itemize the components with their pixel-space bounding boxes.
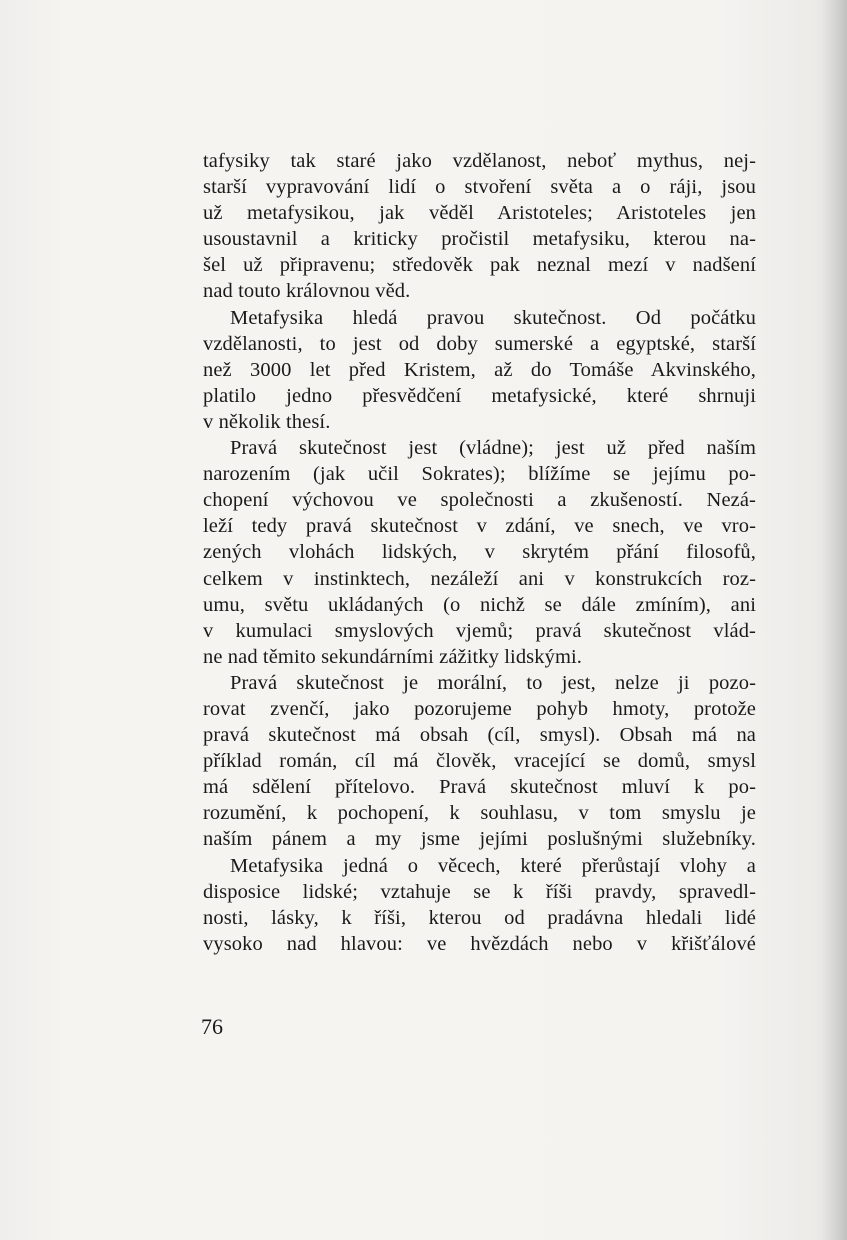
text-line: Pravá skutečnost je morální, to jest, nelze ji pozo-: [230, 671, 756, 694]
text-line: nosti, lásky, k říši, kterou od pradávna hledali lidé: [203, 906, 756, 929]
text-line: šel už připravenu; středověk pak neznal mezí v nadšení: [203, 254, 756, 277]
page-edge-shadow: [821, 0, 847, 1240]
text-line: Pravá skutečnost jest (vládne); jest už před naším: [230, 437, 756, 460]
text-line: v několik thesí.: [203, 410, 331, 433]
body-text: [203, 148, 756, 957]
text-line: usoustavnil a kriticky pročistil metafysiku, kterou na-: [203, 228, 756, 251]
text-line: v kumulaci smyslových vjemů; pravá skutečnost vlád-: [203, 619, 756, 642]
text-line: starší vypravování lidí o stvoření světa a o ráji, jsou: [203, 176, 756, 199]
text-line: chopení výchovou ve společnosti a zkušeností. Nezá-: [203, 489, 756, 512]
text-line: vzdělanosti, to jest od doby sumerské a egyptské, starší: [203, 332, 756, 355]
text-line: Metafysika jedná o věcech, které přerůstají vlohy a: [230, 854, 756, 877]
text-line: už metafysikou, jak věděl Aristoteles; Aristoteles jen: [203, 202, 756, 225]
text-line: celkem v instinktech, nezáleží ani v konstrukcích roz-: [203, 567, 756, 590]
text-line: Metafysika hledá pravou skutečnost. Od počátku: [230, 306, 756, 329]
text-line: ne nad těmito sekundárními zážitky lidskými.: [203, 645, 583, 668]
page-number: 76: [201, 1014, 223, 1039]
text-line: příklad román, cíl má člověk, vracející se domů, smysl: [203, 750, 756, 773]
text-line: umu, světu ukládaných (o nichž se dále zmíním), ani: [203, 593, 756, 616]
text-line: leží tedy pravá skutečnost v zdání, ve snech, ve vro-: [203, 515, 756, 538]
text-line: rovat zvenčí, jako pozorujeme pohyb hmoty, protože: [203, 697, 756, 720]
text-line: nad touto královnou věd.: [203, 280, 411, 303]
text-line: tafysiky tak staré jako vzdělanost, neboť mythus, nej-: [203, 150, 756, 172]
text-line: rozumění, k pochopení, k souhlasu, v tom smyslu je: [203, 802, 756, 825]
text-line: než 3000 let před Kristem, až do Tomáše Akvinského,: [203, 358, 756, 381]
text-line: platilo jedno přesvědčení metafysické, které shrnuji: [203, 384, 756, 407]
text-line: naším pánem a my jsme jejími poslušnými služebníky.: [203, 828, 756, 851]
text-line: pravá skutečnost má obsah (cíl, smysl). Obsah má na: [203, 724, 756, 747]
text-line: disposice lidské; vztahuje se k říši pravdy, spravedl-: [203, 880, 756, 903]
text-line: zených vlohách lidských, v skrytém přání filosofů,: [203, 541, 756, 564]
text-line: má sdělení přítelovo. Pravá skutečnost mluví k po-: [203, 776, 756, 799]
text-line: vysoko nad hlavou: ve hvězdách nebo v křišťálové: [203, 932, 756, 955]
text-line: narozením (jak učil Sokrates); blížíme se jejímu po-: [203, 463, 756, 486]
